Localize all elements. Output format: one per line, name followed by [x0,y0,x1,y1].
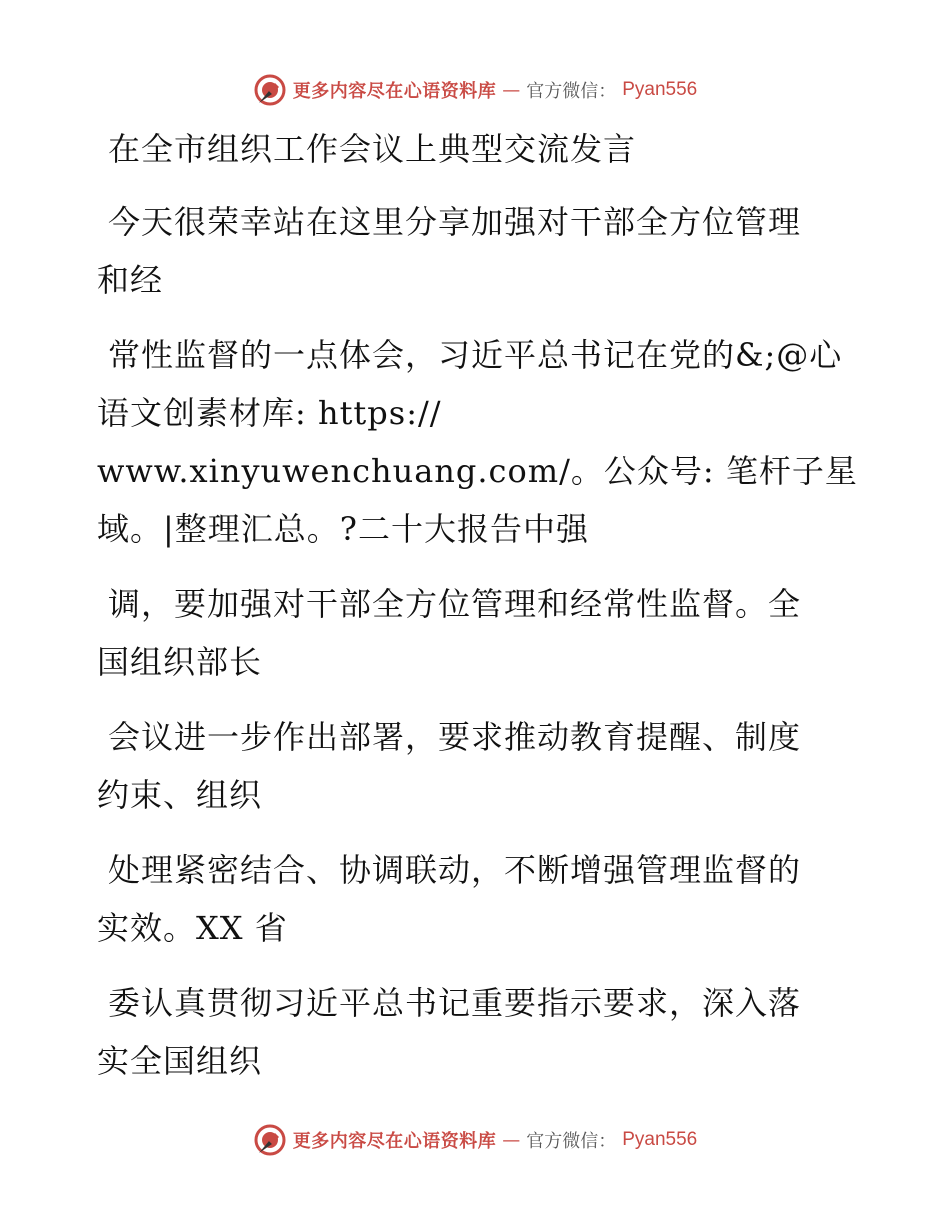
text-line: 国组织部长 [97,643,263,681]
header-watermark [0,70,950,110]
watermark-account-label: 官方微信： [526,81,617,102]
text-line: 会议进一步作出部署，要求推动教育提醒、制度 [108,718,802,756]
document-title: 在全市组织工作会议上典型交流发言 [108,130,637,168]
text-line: 域。|整理汇总。?二十大报告中强 [97,510,589,548]
pen-seal-icon [253,1123,287,1157]
footer-watermark [0,1120,950,1160]
text-line: 实效。XX 省 [97,909,288,947]
watermark-dash: — [502,1129,521,1151]
text-line: 处理紧密结合、协调联动，不断增强管理监督的 [108,851,802,889]
watermark-account-label: 官方微信： [526,1131,617,1152]
text-line: 语文创素材库: https:// [97,394,442,432]
text-line: www.xinyuwenchuang.com/。公众号: 笔杆子星 [97,452,858,490]
text-line: 今天很荣幸站在这里分享加强对干部全方位管理 [108,203,802,241]
watermark-text: 更多内容尽在心语资料库 [292,81,497,102]
text-line: 委认真贯彻习近平总书记重要指示要求，深入落 [108,984,802,1022]
pen-seal-icon [253,73,287,107]
text-line: 实全国组织 [97,1042,263,1080]
watermark-account-id: Pyan556 [622,1129,698,1150]
text-line: 调，要加强对干部全方位管理和经常性监督。全 [108,585,802,623]
text-line: 常性监督的一点体会，习近平总书记在党的&;@心 [108,336,843,374]
watermark-account-id: Pyan556 [622,79,698,100]
text-line: 和经 [97,261,164,299]
watermark-dash: — [502,79,521,101]
text-line: 约束、组织 [97,776,263,814]
watermark-text: 更多内容尽在心语资料库 [292,1131,497,1152]
